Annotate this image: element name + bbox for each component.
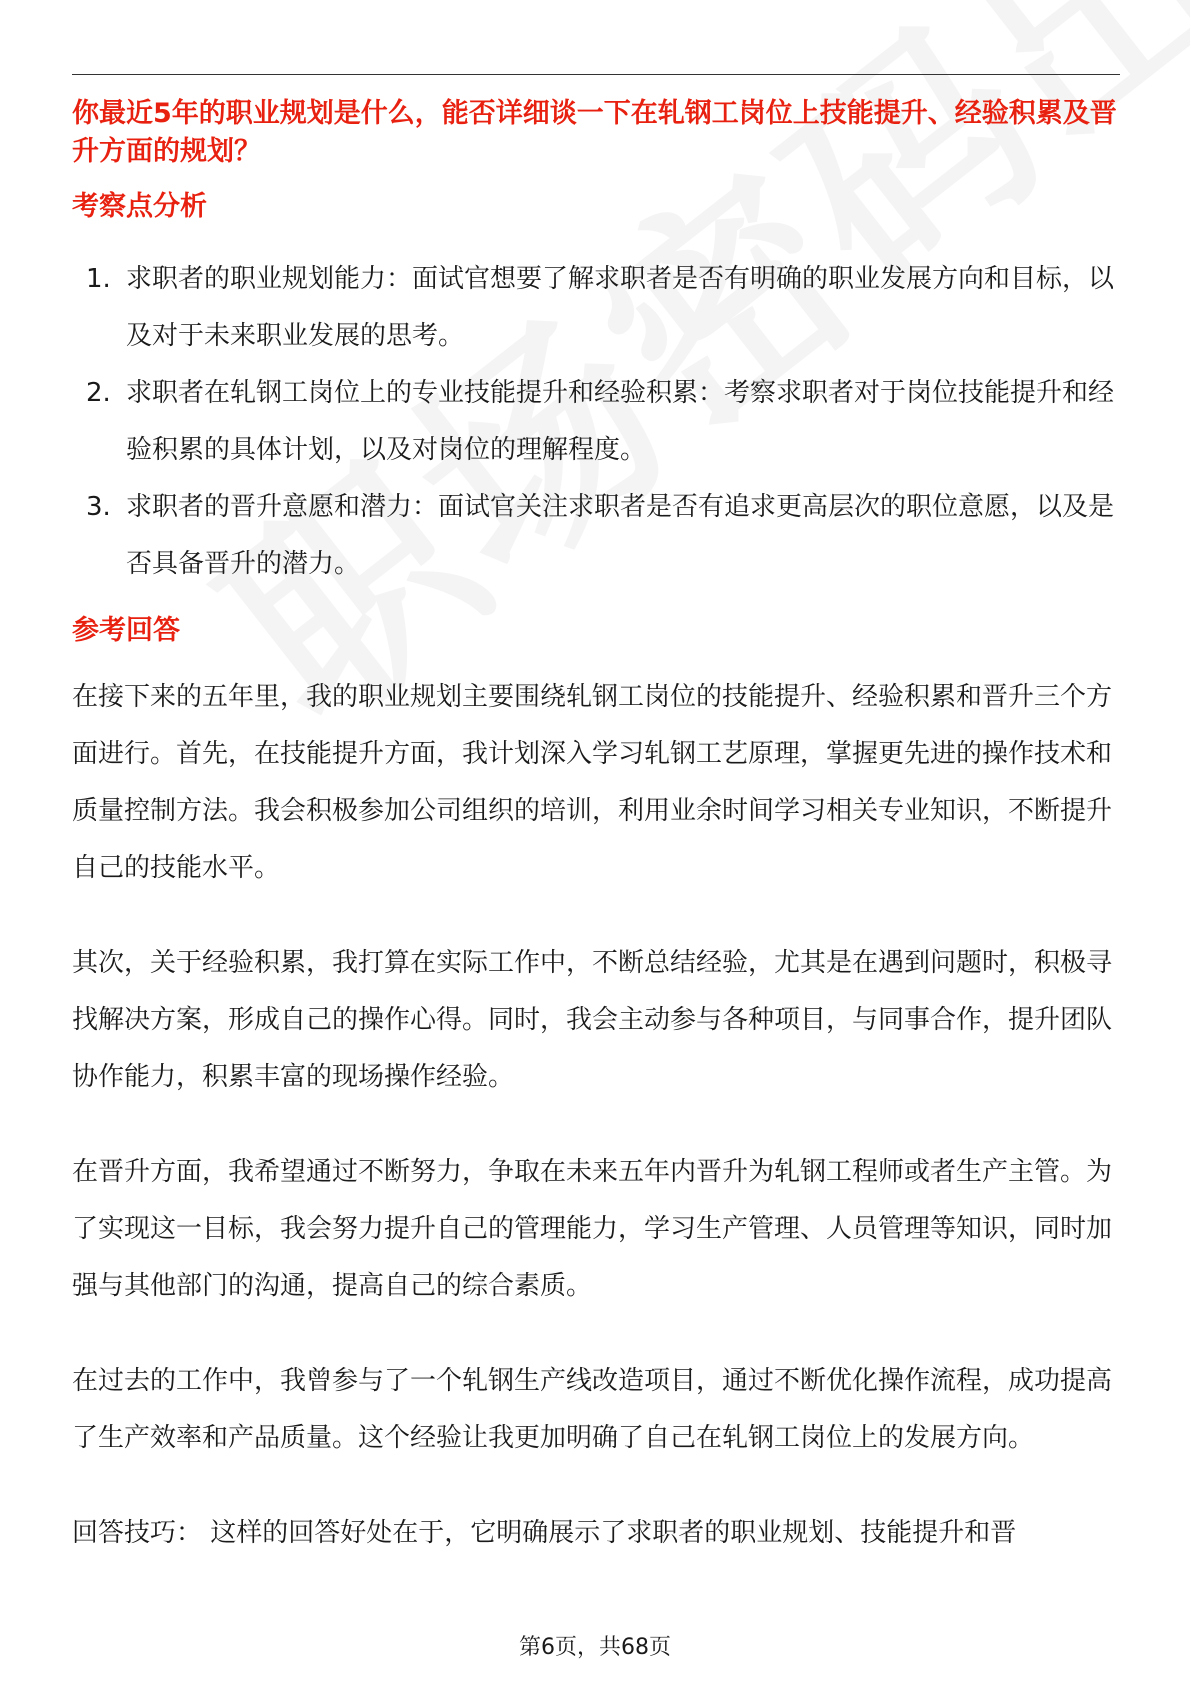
answer-paragraph: 在接下来的五年里，我的职业规划主要围绕轧钢工岗位的技能提升、经验积累和晋升三个方面进行。首先，在技能提升方面，我计划深入学习轧钢工艺原理，掌握更先进的操作技术和质量控制方法。我会积极参加公司组织的培训，利用业余时间学习相关专业知识，不断提升自己的技能水平。 <box>72 682 1113 883</box>
answer-heading: 参考回答 <box>72 615 180 646</box>
top-rule <box>72 74 1120 75</box>
analysis-item-text: 求职者的职业规划能力：面试官想要了解求职者是否有明确的职业发展方向和目标，以及对于未来职业发展的思考。 <box>126 264 1115 351</box>
analysis-item-number: 1. <box>86 264 111 294</box>
answer-paragraph: 其次，关于经验积累，我打算在实际工作中，不断总结经验，尤其是在遇到问题时，积极寻找解决方案，形成自己的操作心得。同时，我会主动参与各种项目，与同事合作，提升团队协作能力，积累丰富的现场操作经验。 <box>72 948 1113 1092</box>
analysis-list <box>72 251 1120 593</box>
analysis-item-number: 2. <box>86 378 111 408</box>
analysis-item <box>72 479 1120 593</box>
document-page <box>72 74 1120 1562</box>
analysis-item-number: 3. <box>86 492 111 522</box>
answer-tips: 回答技巧： 这样的回答好处在于，它明确展示了求职者的职业规划、技能提升和晋 <box>72 1518 1017 1548</box>
analysis-item-text: 求职者在轧钢工岗位上的专业技能提升和经验积累：考察求职者对于岗位技能提升和经验积累的具体计划，以及对岗位的理解程度。 <box>126 378 1115 465</box>
answer-paragraph: 在晋升方面，我希望通过不断努力，争取在未来五年内晋升为轧钢工程师或者生产主管。为了实现这一目标，我会努力提升自己的管理能力，学习生产管理、人员管理等知识，同时加强与其他部门的沟通，提高自己的综合素质。 <box>72 1157 1113 1301</box>
analysis-item <box>72 365 1120 479</box>
page-footer: 第6页，共68页 <box>519 1635 671 1660</box>
analysis-item-text: 求职者的晋升意愿和潜力：面试官关注求职者是否有追求更高层次的职位意愿，以及是否具备晋升的潜力。 <box>126 492 1115 579</box>
analysis-item <box>72 251 1120 365</box>
analysis-heading: 考察点分析 <box>72 191 207 222</box>
question-title: 你最近5年的职业规划是什么，能否详细谈一下在轧钢工岗位上技能提升、经验积累及晋升方面的规划？ <box>72 98 1117 167</box>
answer-paragraph: 在过去的工作中，我曾参与了一个轧钢生产线改造项目，通过不断优化操作流程，成功提高了生产效率和产品质量。这个经验让我更加明确了自己在轧钢工岗位上的发展方向。 <box>72 1366 1113 1453</box>
